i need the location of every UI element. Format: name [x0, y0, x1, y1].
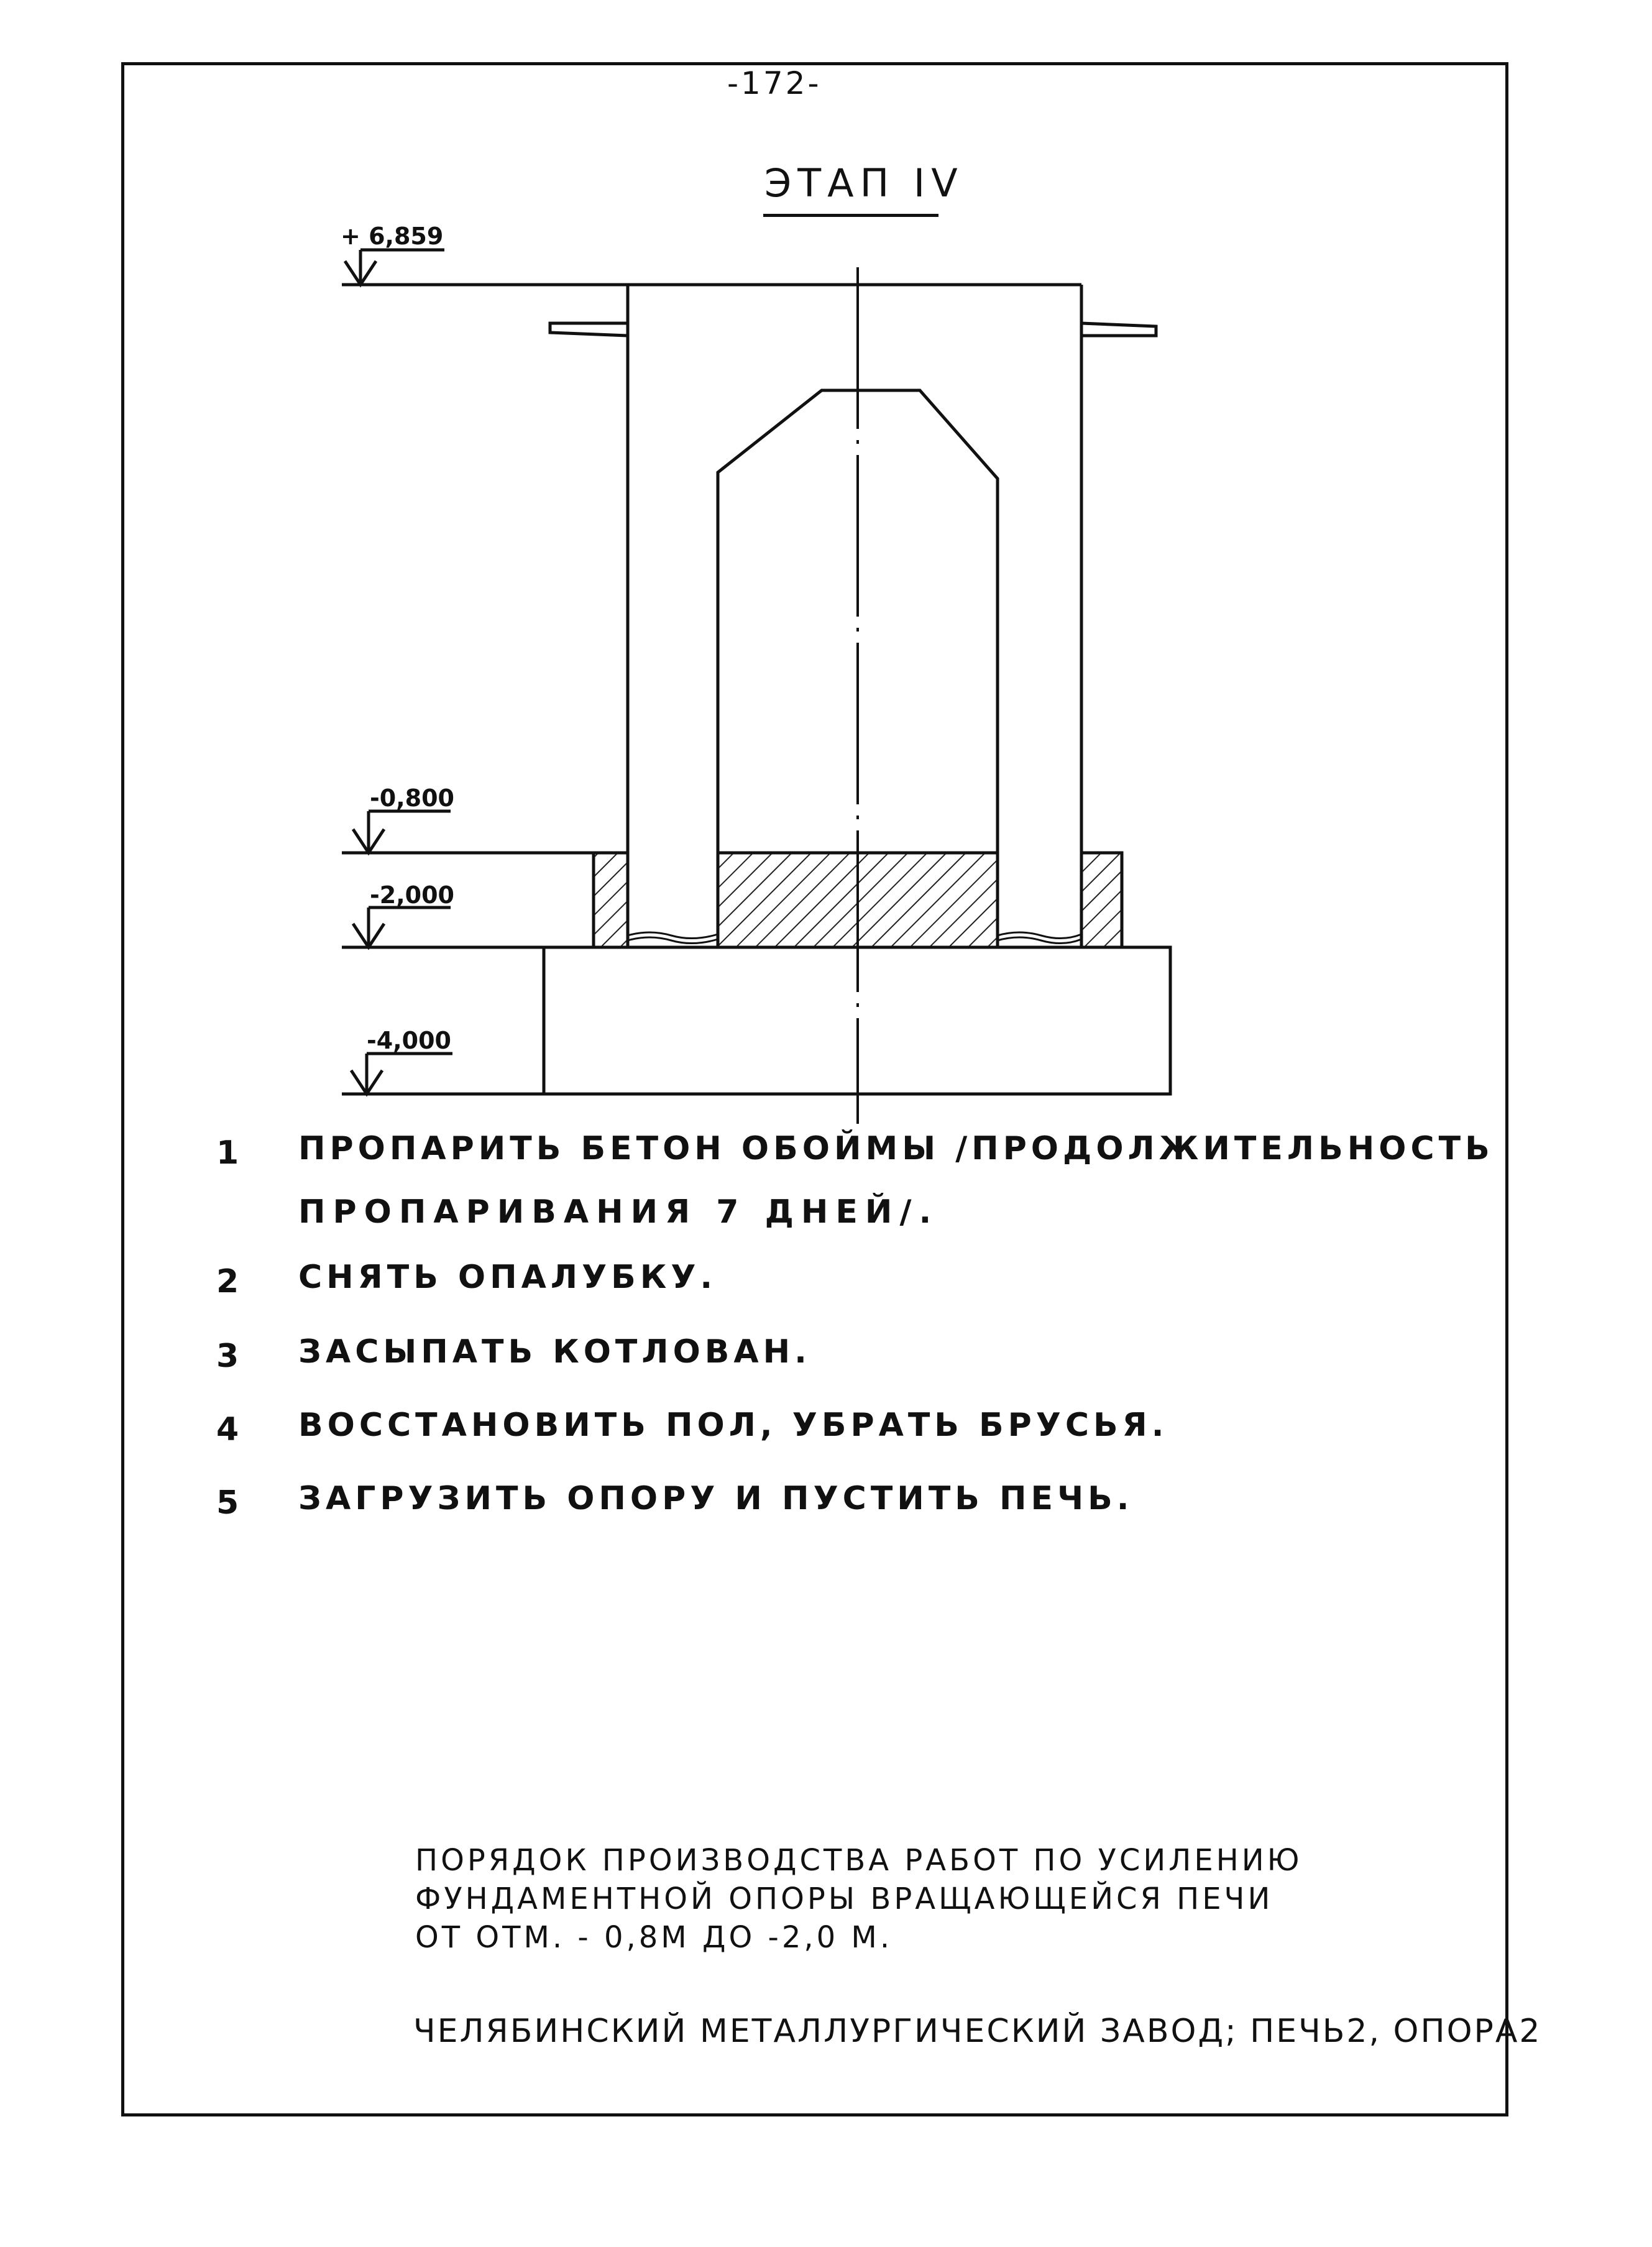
- step-text: ЗАСЫПАТЬ КОТЛОВАН.: [298, 1333, 811, 1371]
- step-text: ЗАГРУЗИТЬ ОПОРУ И ПУСТИТЬ ПЕЧЬ.: [298, 1480, 1134, 1517]
- level-mark-top: [342, 250, 1081, 285]
- caption-line: ОТ ОТМ. - 0,8М ДО -2,0 М.: [415, 1920, 893, 1955]
- jacket-left: [594, 853, 628, 947]
- column-outline: [550, 285, 1156, 947]
- level-mark-0800: [342, 811, 597, 853]
- step-number: 5: [216, 1484, 239, 1522]
- step-text: ПРОПАРИТЬ БЕТОН ОБОЙМЫ /ПРОДОЛЖИТЕЛЬНОСТЬ: [298, 1130, 1494, 1167]
- level-label-0800: -0,800: [370, 784, 454, 812]
- plant-reference: ЧЕЛЯБИНСКИЙ МЕТАЛЛУРГИЧЕСКИЙ ЗАВОД; ПЕЧЬ2, ОПОРА2: [413, 2013, 1542, 2050]
- level-mark-4000: [342, 1054, 544, 1094]
- level-label-2000: -2,000: [370, 881, 454, 909]
- step-number: 3: [216, 1338, 239, 1375]
- step-text: ПРОПАРИВАНИЯ 7 ДНЕЙ/.: [298, 1193, 939, 1231]
- step-text: ВОССТАНОВИТЬ ПОЛ, УБРАТЬ БРУСЬЯ.: [298, 1407, 1168, 1444]
- page-number: -172-: [727, 65, 822, 101]
- caption-line: ФУНДАМЕНТНОЙ ОПОРЫ ВРАЩАЮЩЕЙСЯ ПЕЧИ: [415, 1882, 1273, 1916]
- level-mark-2000: [342, 908, 544, 947]
- step-number: 4: [216, 1411, 239, 1448]
- jacket-right: [1081, 853, 1122, 947]
- stage-title: ЭТАП IV: [764, 160, 964, 206]
- level-label-top: + 6,859: [341, 223, 444, 250]
- level-label-4000: -4,000: [367, 1027, 451, 1054]
- step-number: 2: [216, 1263, 239, 1300]
- step-text: СНЯТЬ ОПАЛУБКУ.: [298, 1259, 717, 1296]
- caption-line: ПОРЯДОК ПРОИЗВОДСТВА РАБОТ ПО УСИЛЕНИЮ: [415, 1843, 1303, 1878]
- step-number: 1: [216, 1134, 239, 1172]
